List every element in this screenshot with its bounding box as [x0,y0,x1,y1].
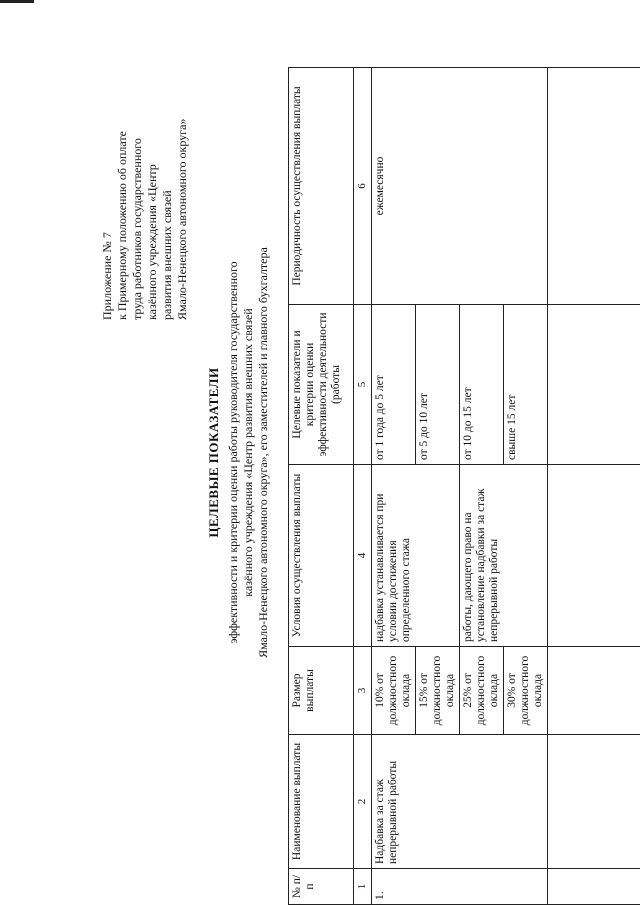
subtitle-line: эффективности и критерии оценки работы руководителя государственного [226,261,240,644]
payment-size: 15% от должностного оклада [416,647,460,735]
empty-cell [548,465,640,647]
document-title: ЦЕЛЕВЫЕ ПОКАЗАТЕЛИ [206,367,221,538]
payment-size: 25% от должностного оклада [460,647,504,735]
column-number-row [354,68,372,905]
criteria-cell: от 5 до 10 лет [416,305,460,465]
periodicity-cell: ежемесячно [372,68,548,305]
empty-cell [548,869,640,905]
header-num: № п/п [289,869,354,905]
payment-condition: работы, дающего право на установление надбавки за стаж непрерывной работы [460,465,548,647]
document-subtitle [226,120,271,785]
criteria-cell: от 10 до 15 лет [460,305,504,465]
col-number: 2 [354,735,372,869]
appendix-header [100,60,190,320]
appendix-line: развития внешних связей [160,190,174,320]
col-number: 6 [354,68,372,305]
col-number: 4 [354,465,372,647]
appendix-line: труда работников государственного [130,138,144,320]
subtitle-line: казённого учреждения «Центр развития внешних связей [241,308,255,597]
empty-cell [548,68,640,305]
appendix-line: к Примерному положению об оплате [115,131,129,320]
indicators-table [288,67,640,905]
header-criteria: Целевые показатели и критерии оценки эффективности деятельности (работы [289,305,354,465]
criteria-cell: свыше 15 лет [504,305,548,465]
payment-size: 30% от должностного оклада [504,647,548,735]
col-number: 5 [354,305,372,465]
header-conditions: Условия осуществления выплаты [289,465,354,647]
appendix-line: Ямало-Ненецкого автономного округа» [175,118,189,320]
subtitle-line: Ямало-Ненецкого автономного округа», его заместителей и главного бухгалтера [256,247,270,658]
col-number: 1 [354,869,372,905]
header-size: Размер выплаты [289,647,354,735]
table-header-row [289,68,354,905]
empty-cell [548,647,640,735]
appendix-line: казённого учреждения «Центр [145,164,159,320]
table-row [372,68,416,905]
header-periodicity: Периодичность осуществления выплаты [289,68,354,305]
criteria-cell: от 1 года до 5 лет [372,305,416,465]
header-name: Наименование выплаты [289,735,354,869]
appendix-number: Приложение № 7 [100,232,114,320]
empty-cell [548,305,640,465]
payment-size: 10% от должностного оклада [372,647,416,735]
payment-name: Надбавка за стаж непрерывной работы [372,735,548,869]
table-row-blank [548,68,640,905]
empty-cell [548,735,640,869]
col-number: 3 [354,647,372,735]
row-number: 1. [372,869,548,905]
payment-condition: надбавка устанавливается при условии достижения определенного стажа [372,465,460,647]
